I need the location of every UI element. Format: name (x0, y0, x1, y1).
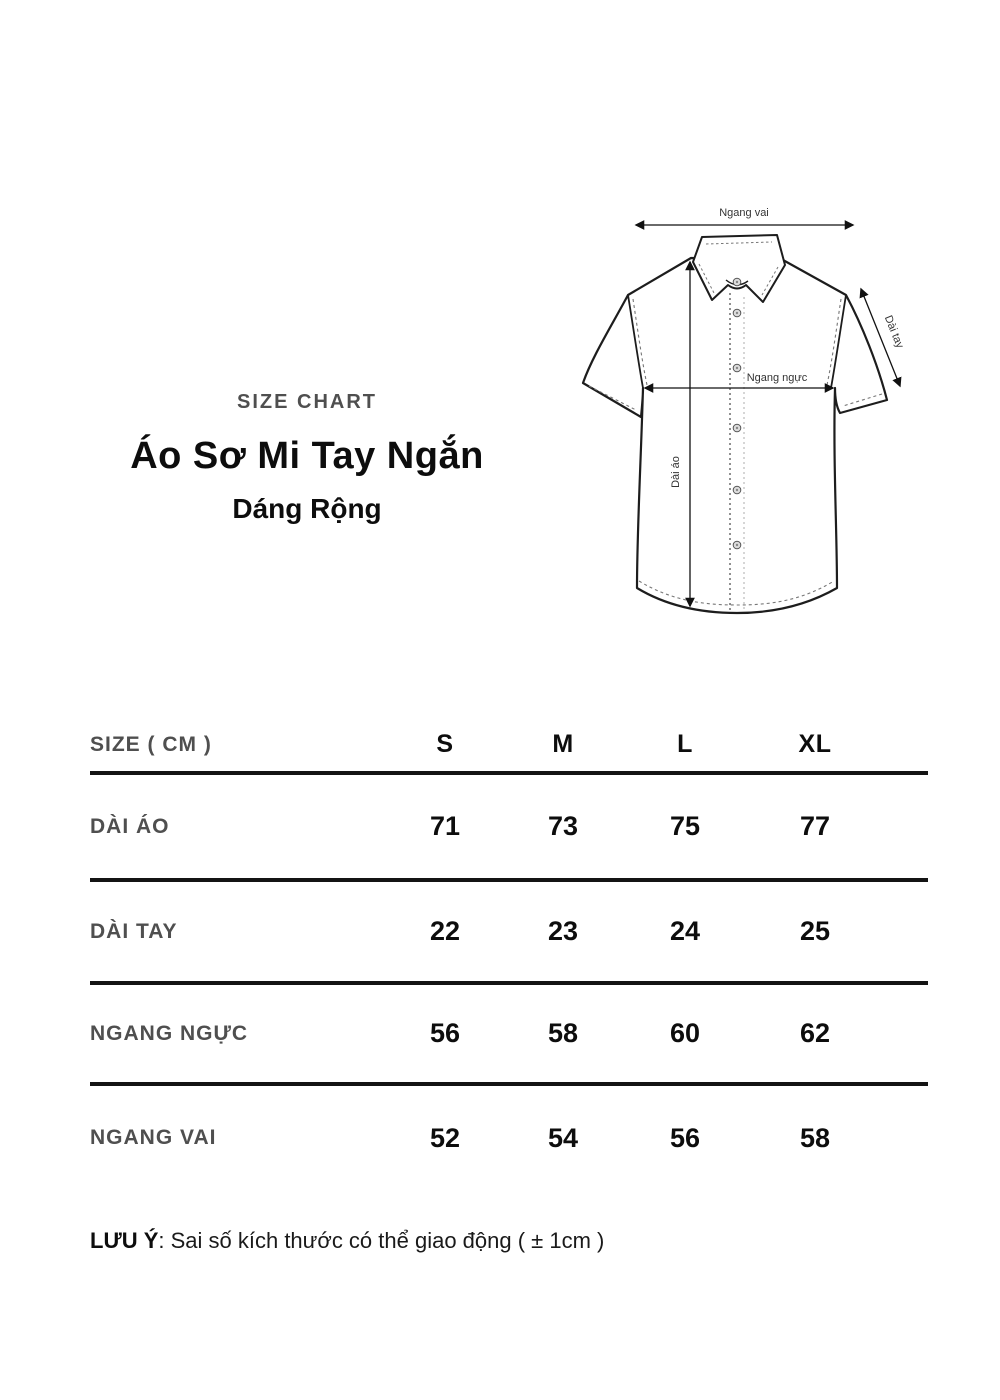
size-value: 24 (669, 916, 701, 946)
size-value: 77 (799, 811, 831, 841)
row-label: NGANG VAI (90, 1126, 217, 1149)
unit-header: SIZE ( CM ) (90, 732, 212, 756)
tolerance-note (90, 1228, 604, 1254)
size-value: 52 (429, 1122, 461, 1153)
size-value: 56 (669, 1122, 701, 1153)
size-value: 71 (429, 811, 461, 841)
note-text: : Sai số kích thước có thể giao động ( ± 1cm ) (158, 1228, 605, 1253)
page-title: Áo Sơ Mi Tay Ngắn (130, 435, 484, 477)
length-label: Dài áo (670, 456, 682, 488)
note-label: LƯU Ý (90, 1228, 159, 1253)
size-value: 56 (429, 1018, 461, 1048)
table-row-dai-ao (90, 775, 928, 882)
size-value: 23 (547, 916, 579, 946)
size-value: 73 (547, 811, 579, 841)
eyebrow-size-chart: SIZE CHART (237, 391, 377, 413)
size-value: 60 (669, 1018, 701, 1048)
chest-width-label: Ngang ngực (746, 372, 808, 384)
page-subtitle: Dáng Rộng (232, 493, 382, 524)
size-value: 25 (799, 916, 831, 946)
column-header-m: M (552, 730, 574, 758)
table-header-row (90, 718, 928, 775)
size-table (90, 718, 928, 1190)
row-label: DÀI TAY (90, 919, 178, 943)
shirt-outline (583, 235, 887, 613)
size-value: 75 (669, 811, 701, 841)
table-row-dai-tay (90, 882, 928, 985)
table-row-ngang-vai (90, 1086, 928, 1190)
row-label: NGANG NGỰC (90, 1021, 249, 1045)
table-row-ngang-nguc (90, 985, 928, 1086)
shirt-measurement-diagram (570, 185, 970, 625)
size-value: 58 (547, 1018, 579, 1048)
title-block (90, 391, 524, 525)
column-header-l: L (677, 730, 693, 758)
column-header-xl: XL (798, 730, 832, 758)
shoulder-width-label: Ngang vai (719, 207, 769, 219)
row-label: DÀI ÁO (90, 814, 170, 838)
shirt-diagram-svg (570, 185, 970, 625)
size-value: 62 (799, 1018, 831, 1048)
column-header-s: S (436, 730, 454, 758)
size-value: 54 (547, 1122, 579, 1153)
size-value: 58 (799, 1122, 831, 1153)
sleeve-length-label: Dài tay (881, 313, 906, 351)
size-value: 22 (429, 916, 461, 946)
shoulder-width-arrow (636, 207, 853, 225)
